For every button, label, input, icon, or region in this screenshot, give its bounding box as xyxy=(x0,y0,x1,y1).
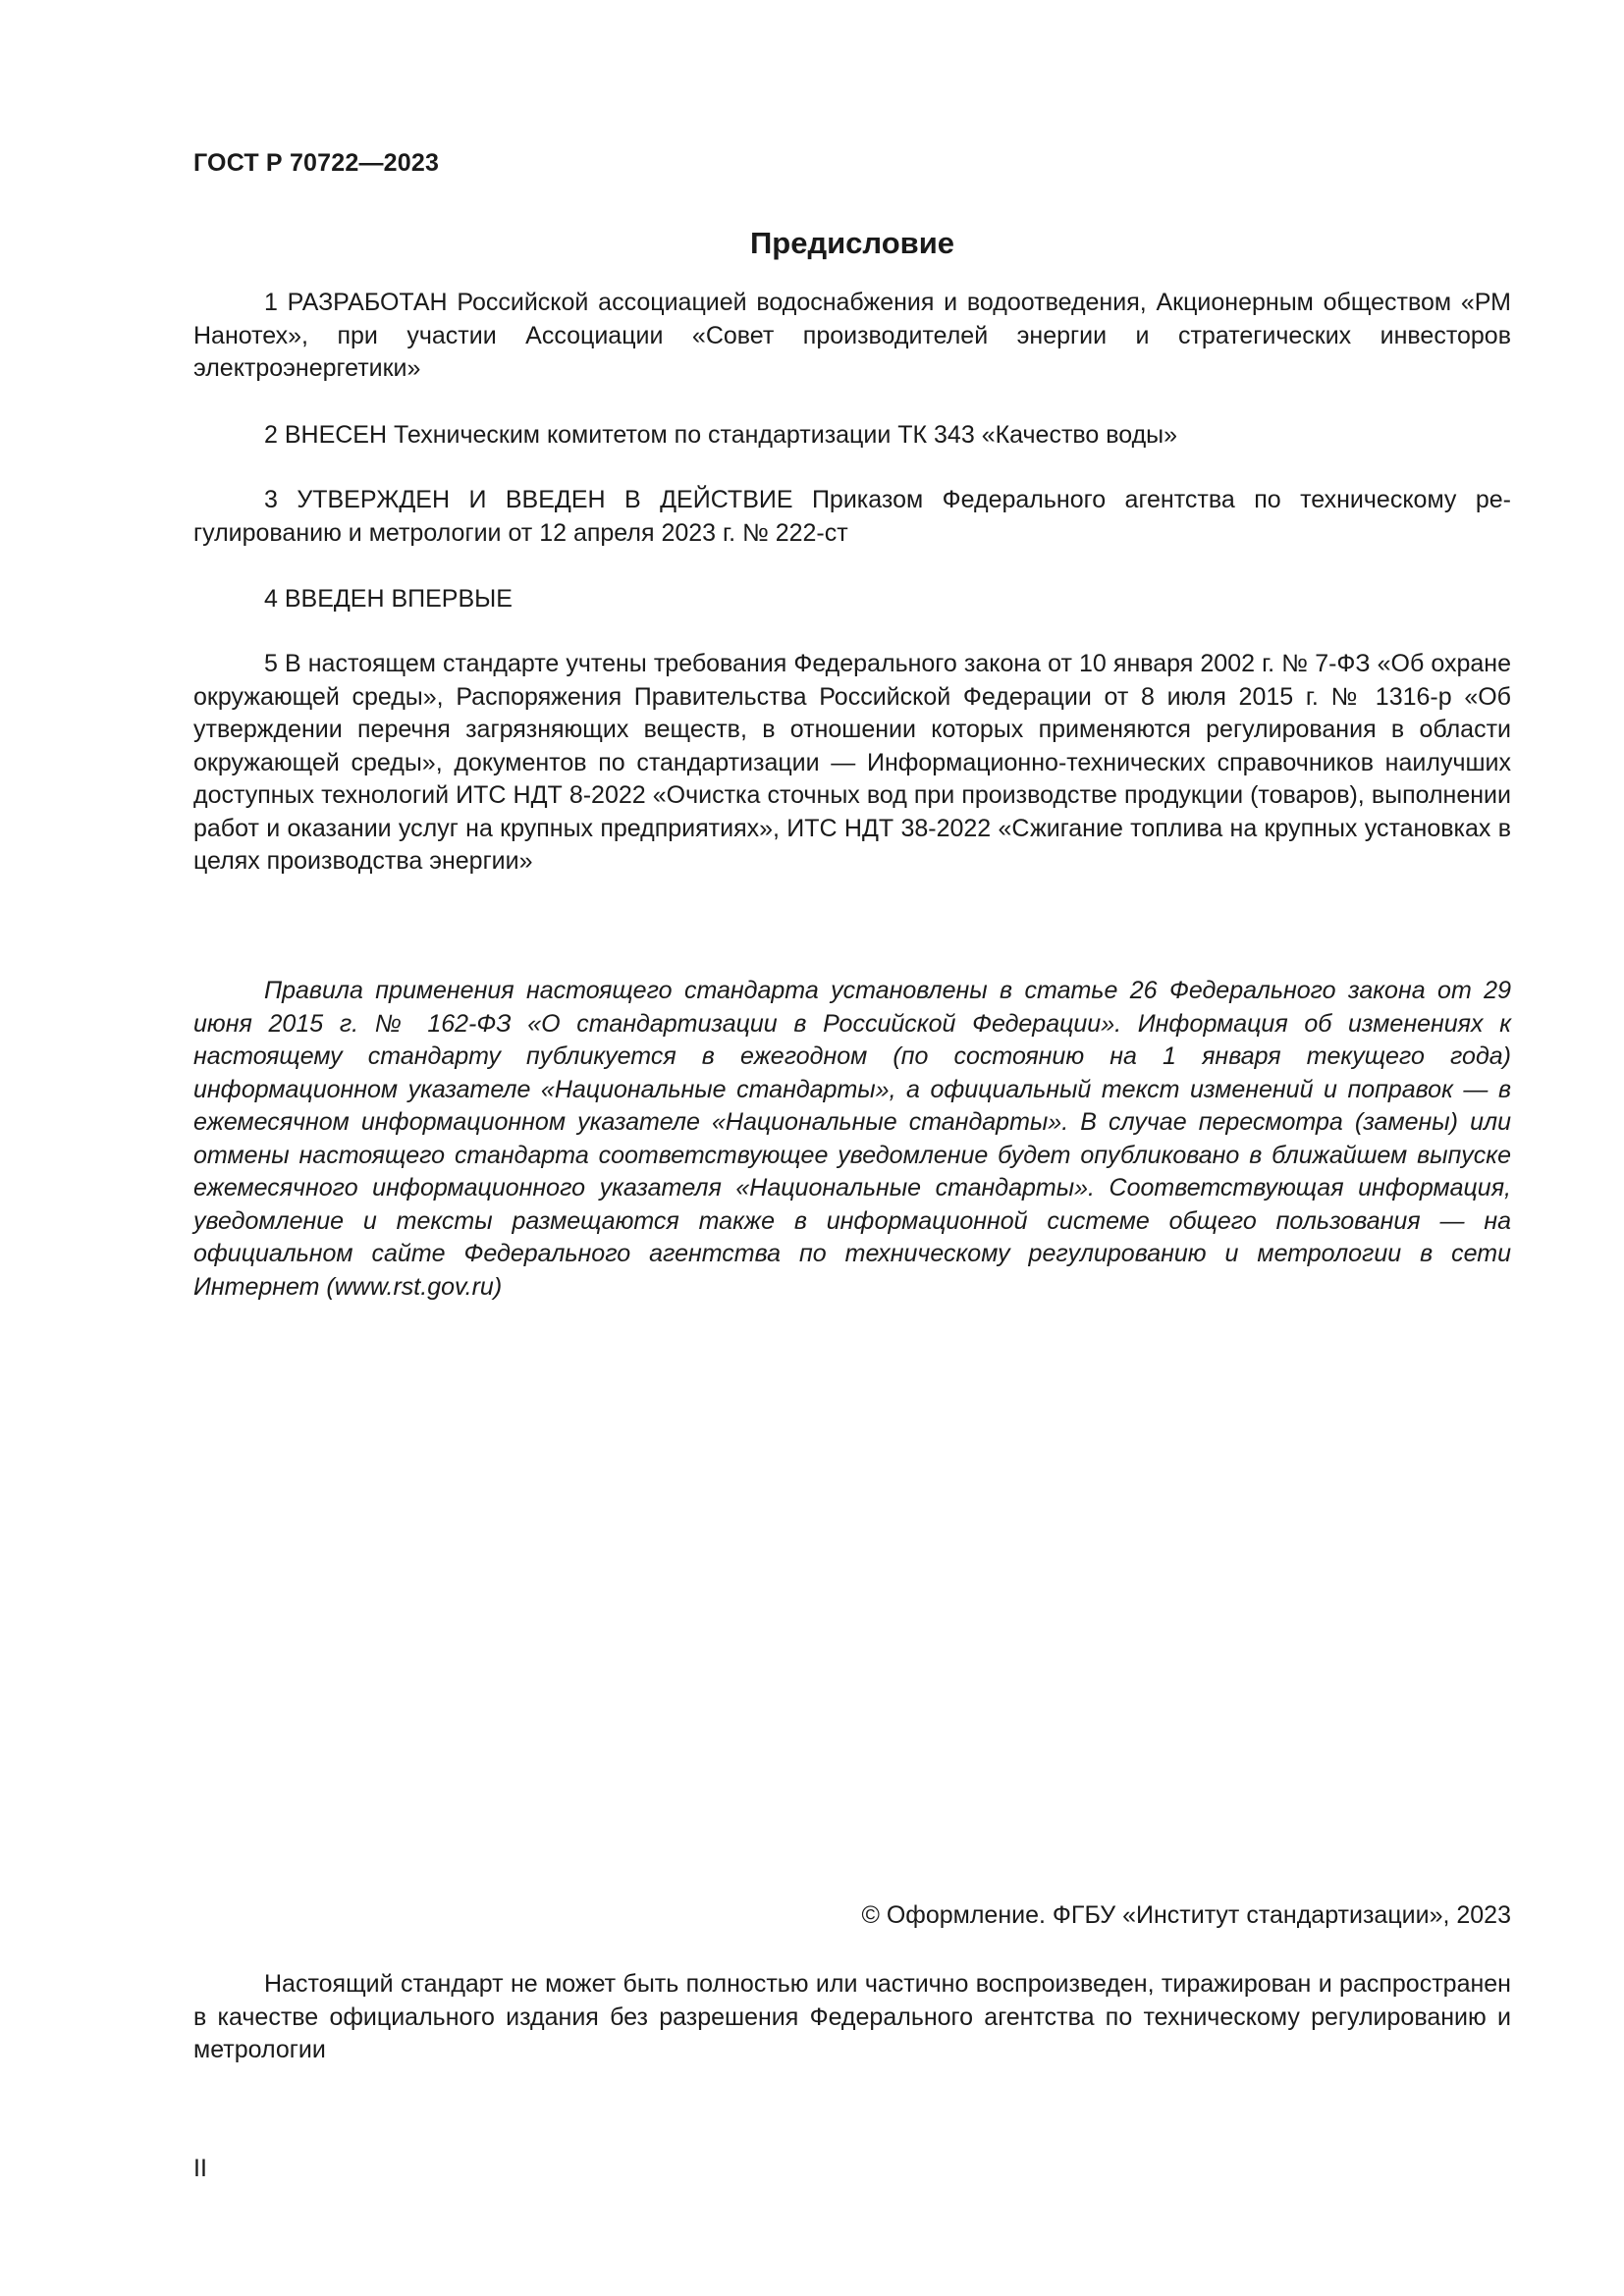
preface-item-introduced: 4 ВВЕДЕН ВПЕРВЫЕ xyxy=(264,585,513,613)
preface-item-requirements: 5 В настоящем стандарте учтены требования Федерального закона от 10 января 2002 г. № 7-ФЗ «Об охране окружающей среды», Распоряжения Правительства Российской Федерации от 8 июля 2015 г. № 1316-р «Об утверждении перечня загрязняющих веществ, в отношении которых применяются регулирования в области окружающей среды», документов по стандартизации — Информационно-технических справочников наилучших доступных технологий ИТС НДТ 8-2022 «Очистка сточных вод при производстве продукции (товаров), выполнении работ и оказании услуг на крупных предприятиях», ИТС НДТ 38-2022 «Сжигание топлива на крупных установках в целях производства энергии» xyxy=(193,650,1511,875)
preface-item-submitted: 2 ВНЕСЕН Техническим комитетом по стандартизации ТК 343 «Качество воды» xyxy=(264,421,1178,449)
preface-item-approved: 3 УТВЕРЖДЕН И ВВЕДЕН В ДЕЙСТВИЕ Приказом Федерального агентства по техническому регулированию и метрологии от 12 апреля 2023 г. № 222-ст xyxy=(193,486,1511,547)
reprint-notice: Настоящий стандарт не может быть полностью или частично воспроизведен, тиражирован и распространен в качестве официального издания без разрешения Федерального агентства по техническому регулированию и метрологии xyxy=(193,1970,1511,2063)
page-number: II xyxy=(193,2155,207,2182)
document-code: ГОСТ Р 70722—2023 xyxy=(193,149,440,177)
preface-title: Предисловие xyxy=(749,226,954,260)
application-rules-note: Правила применения настоящего стандарта установлены в статье 26 Федерального закона от 29 июня 2015 г. № 162-ФЗ «О стандартизации в Российской Федерации». Информация об изменениях к настоящему стандарту публикуется в ежегодном (по состоянию на 1 января текущего года) информационном указателе «Национальные стандарты», а официальный текст изменений и поправок — в ежемесячном информационном указателе «Национальные стандарты». В случае пересмотра (замены) или отмены настоящего стандарта соответствующее уведомление будет опубликовано в ближайшем выпуске ежемесячного информационного указателя «Национальные стандарты». Соответствующая информация, уведомление и тексты размещаются также в информационной системе общего пользования — на официальном сайте Федерального агентства по техническому регулированию и метрологии в сети Интернет (www.rst.gov.ru) xyxy=(193,977,1511,1301)
preface-item-developed: 1 РАЗРАБОТАН Российской ассоциацией водоснабжения и водоотведения, Акционерным обществом «РМ Нанотех», при участии Ассоциации «Совет производителей энергии и стратегических инвесторов электроэнергетики» xyxy=(193,289,1511,382)
copyright-line: © Оформление. ФГБУ «Институт стандартизации», 2023 xyxy=(861,1901,1511,1929)
